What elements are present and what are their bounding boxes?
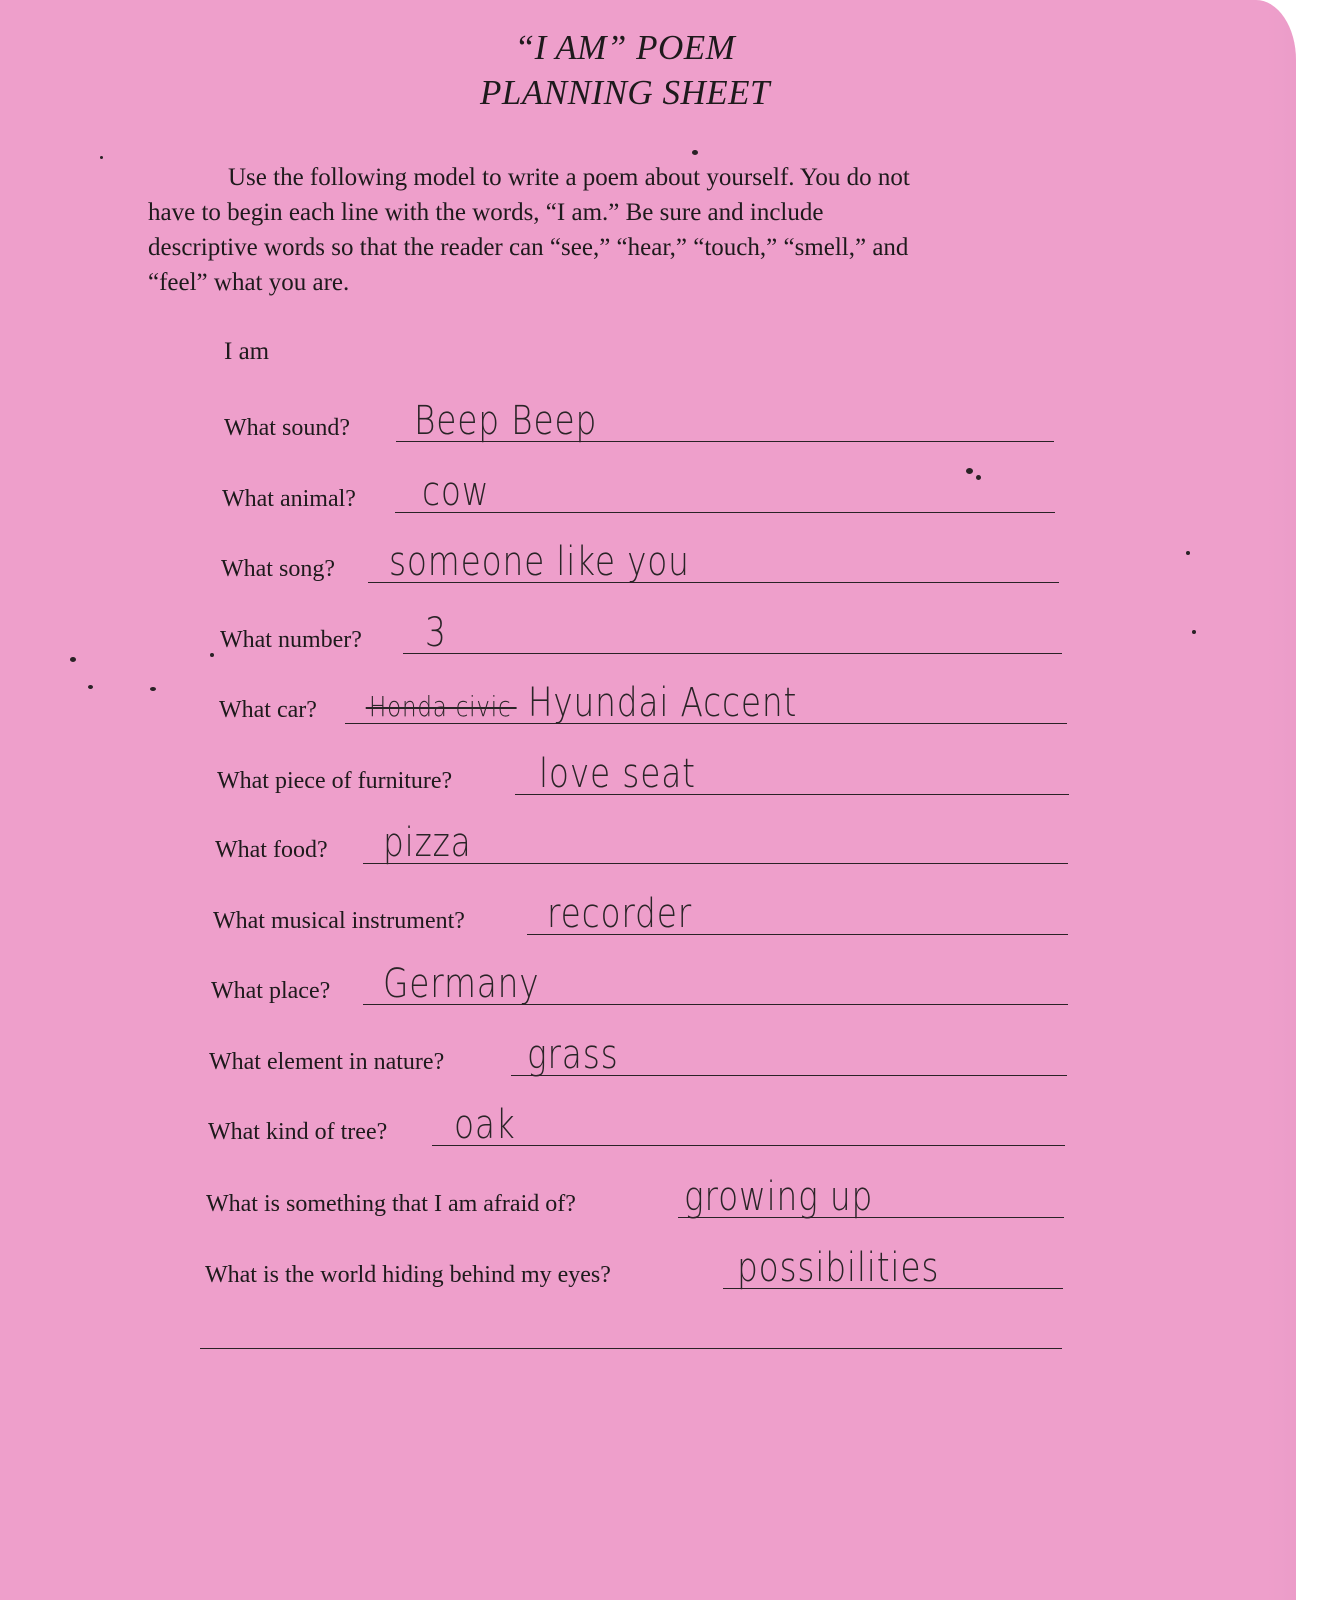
question-row-food: [215, 816, 1068, 876]
scan-speck: [976, 475, 981, 480]
scan-speck: [210, 653, 214, 657]
question-label: What number?: [220, 627, 362, 653]
scan-speck: [100, 156, 103, 159]
question-label: What element in nature?: [209, 1049, 445, 1075]
handwritten-answer[interactable]: someone like you: [389, 539, 690, 585]
handwritten-answer[interactable]: 3: [425, 610, 447, 656]
question-label: What animal?: [222, 486, 356, 512]
worksheet-title: “I AM” POEM: [514, 28, 736, 67]
handwritten-answer[interactable]: Germany: [383, 961, 540, 1007]
handwritten-answer[interactable]: love seat: [539, 751, 696, 797]
handwritten-answer[interactable]: pizza: [383, 820, 472, 866]
handwritten-answer[interactable]: recorder: [547, 891, 692, 937]
handwritten-answer[interactable]: cow: [422, 469, 490, 515]
question-label: What sound?: [224, 415, 350, 441]
question-row-afraid: [206, 1170, 1064, 1230]
question-label: What place?: [211, 978, 331, 1004]
question-label: What is something that I am afraid of?: [206, 1191, 576, 1217]
answer-line: [395, 512, 1055, 513]
question-row-nature: [209, 1028, 1067, 1088]
question-label: What car?: [219, 697, 317, 723]
question-row-song: [221, 535, 1059, 595]
scan-speck: [1186, 551, 1190, 555]
question-label: What piece of furniture?: [217, 768, 453, 794]
extra-answer-line[interactable]: [200, 1348, 1062, 1349]
handwritten-answer[interactable]: [369, 680, 797, 726]
handwritten-answer[interactable]: grass: [527, 1032, 619, 1078]
question-row-place: [211, 957, 1068, 1017]
question-row-sound: [224, 394, 1054, 454]
handwritten-answer[interactable]: oak: [454, 1102, 516, 1148]
scan-speck: [966, 468, 973, 474]
crossed-out-answer: Honda civic: [369, 690, 512, 723]
instructions-paragraph: [148, 160, 1083, 300]
question-label: What musical instrument?: [213, 908, 465, 934]
worksheet-subtitle: PLANNING SHEET: [480, 73, 770, 112]
question-row-tree: [208, 1098, 1065, 1158]
scan-speck: [70, 657, 76, 662]
question-row-car: [219, 676, 1067, 736]
instructions-line: descriptive words so that the reader can “see,” “hear,” “touch,” “smell,” and: [148, 234, 909, 261]
question-row-number: [220, 606, 1062, 666]
question-label: What food?: [215, 837, 328, 863]
scan-speck: [88, 685, 93, 689]
instructions-line: “feel” what you are.: [148, 269, 350, 296]
corrected-answer: Hyundai Accent: [527, 680, 798, 726]
answer-line: [432, 1145, 1065, 1146]
scan-speck: [1192, 630, 1196, 634]
question-label: What is the world hiding behind my eyes?: [205, 1262, 611, 1288]
handwritten-answer[interactable]: possibilities: [737, 1245, 940, 1291]
question-row-instrument: [213, 887, 1068, 947]
scan-speck: [150, 687, 156, 691]
question-label: What song?: [221, 556, 335, 582]
question-label: What kind of tree?: [208, 1119, 388, 1145]
instructions-line: Use the following model to write a poem about yourself. You do not: [228, 164, 910, 191]
question-row-animal: [222, 465, 1055, 525]
answer-line: [403, 653, 1062, 654]
i-am-label: I am: [224, 338, 270, 365]
handwritten-answer[interactable]: growing up: [684, 1174, 874, 1220]
question-row-furniture: [217, 747, 1069, 807]
instructions-line: have to begin each line with the words, “I am.” Be sure and include: [148, 199, 824, 226]
handwritten-answer[interactable]: Beep Beep: [414, 398, 598, 444]
question-row-hiding: [205, 1241, 1063, 1301]
scan-speck: [692, 150, 698, 155]
